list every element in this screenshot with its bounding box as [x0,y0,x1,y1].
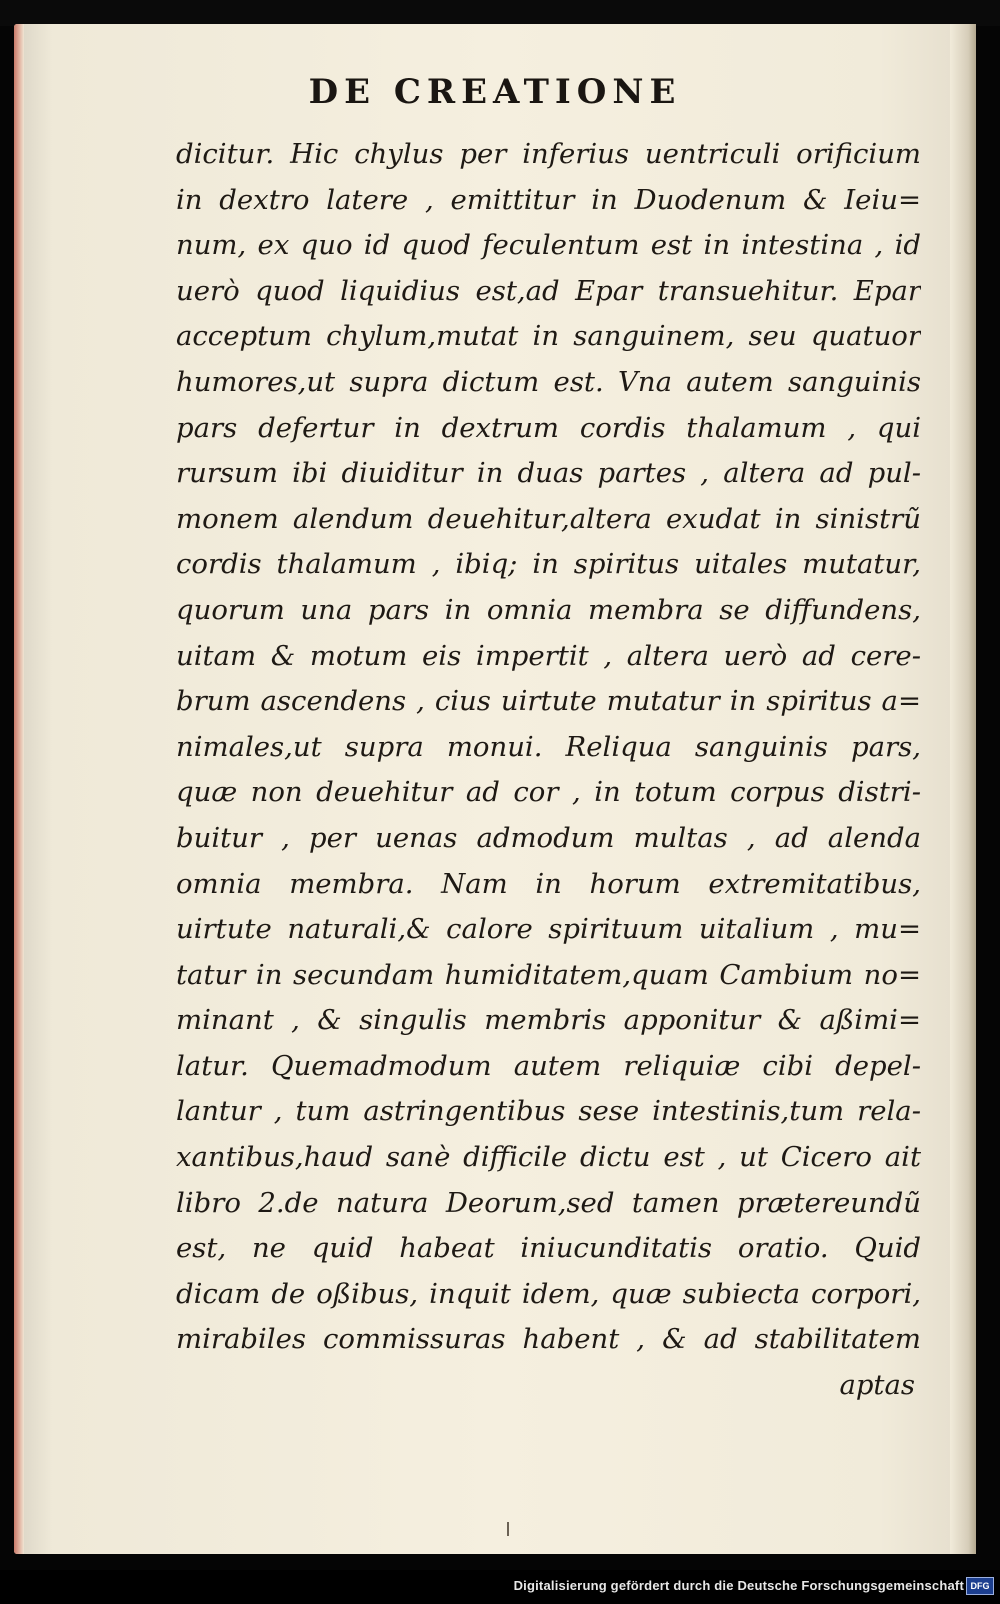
text-line: est, ne quid habeat iniucunditatis oratio. Quid [176,1232,921,1265]
text-line: uirtute naturali,& calore spirituum uitalium , mu= [176,913,921,946]
text-line: dicam de oßibus, inquit idem, quæ subiecta corpori, [176,1277,921,1310]
text-line: in dextro latere , emittitur in Duodenum & Ieiu= [176,183,921,216]
text-line: monem alendum deuehitur,altera exudat in sinistrũ [176,502,921,535]
text-line: mirabiles commissuras habent , & ad stabilitatem [176,1323,921,1356]
text-line: humores,ut supra dictum est. Vna autem sanguinis [176,365,921,398]
catchword: aptas [839,1369,915,1402]
text-line: cordis thalamum , ibiq; in spiritus uitales mutatur, [176,548,921,581]
bottom-margin-mark [507,1522,509,1536]
text-line: latur. Quemadmodum autem reliquiæ cibi depel- [176,1049,921,1082]
dfg-logo-icon: DFG [966,1577,994,1595]
text-line: tatur in secundam humiditatem,quam Cambium no= [176,958,921,991]
scan-border-top [0,0,1000,26]
text-line: quæ non deuehitur ad cor , in totum corpus distri- [176,776,921,809]
text-line: lantur , tum astringentibus sese intestinis,tum rela- [176,1095,921,1128]
text-line: buitur , per uenas admodum multas , ad alenda [176,821,921,854]
text-line: num, ex quo id quod feculentum est in intestina , id [176,229,921,262]
text-line: dicitur. Hic chylus per inferius uentriculi orificium [176,138,921,170]
page-edge-left [14,24,24,1554]
funding-credit: Digitalisierung gefördert durch die Deutsche Forschungsgemeinschaft [513,1578,964,1593]
page-edge-right [950,24,976,1554]
text-line: pars defertur in dextrum cordis thalamum , qui [176,411,921,444]
text-line: uerò quod liquidius est,ad Epar transuehitur. Epar [176,274,921,307]
text-line: rursum ibi diuiditur in duas partes , altera ad pul- [176,457,921,490]
text-line: nimales,ut supra monui. Reliqua sanguinis pars, [176,730,921,763]
text-line: brum ascendens , cius uirtute mutatur in spiritus a= [176,685,921,718]
body-text [176,132,921,1409]
text-line: quorum una pars in omnia membra se diffundens, [176,593,921,626]
footer-bar [0,1570,1000,1604]
text-line: xantibus,haud sanè difficile dictu est , ut Cicero ait [176,1141,921,1174]
text-line: uitam & motum eis impertit , altera uerò ad cere- [176,639,921,672]
running-head: DE CREATIONE [308,72,682,112]
text-line: omnia membra. Nam in horum extremitatibus, [176,867,921,900]
book-page [14,24,976,1554]
text-line: libro 2.de natura Deorum,sed tamen prætereundũ [176,1186,921,1219]
text-line: acceptum chylum,mutat in sanguinem, seu quatuor [176,320,921,353]
text-line: minant , & singulis membris apponitur & aßimi= [176,1004,921,1037]
